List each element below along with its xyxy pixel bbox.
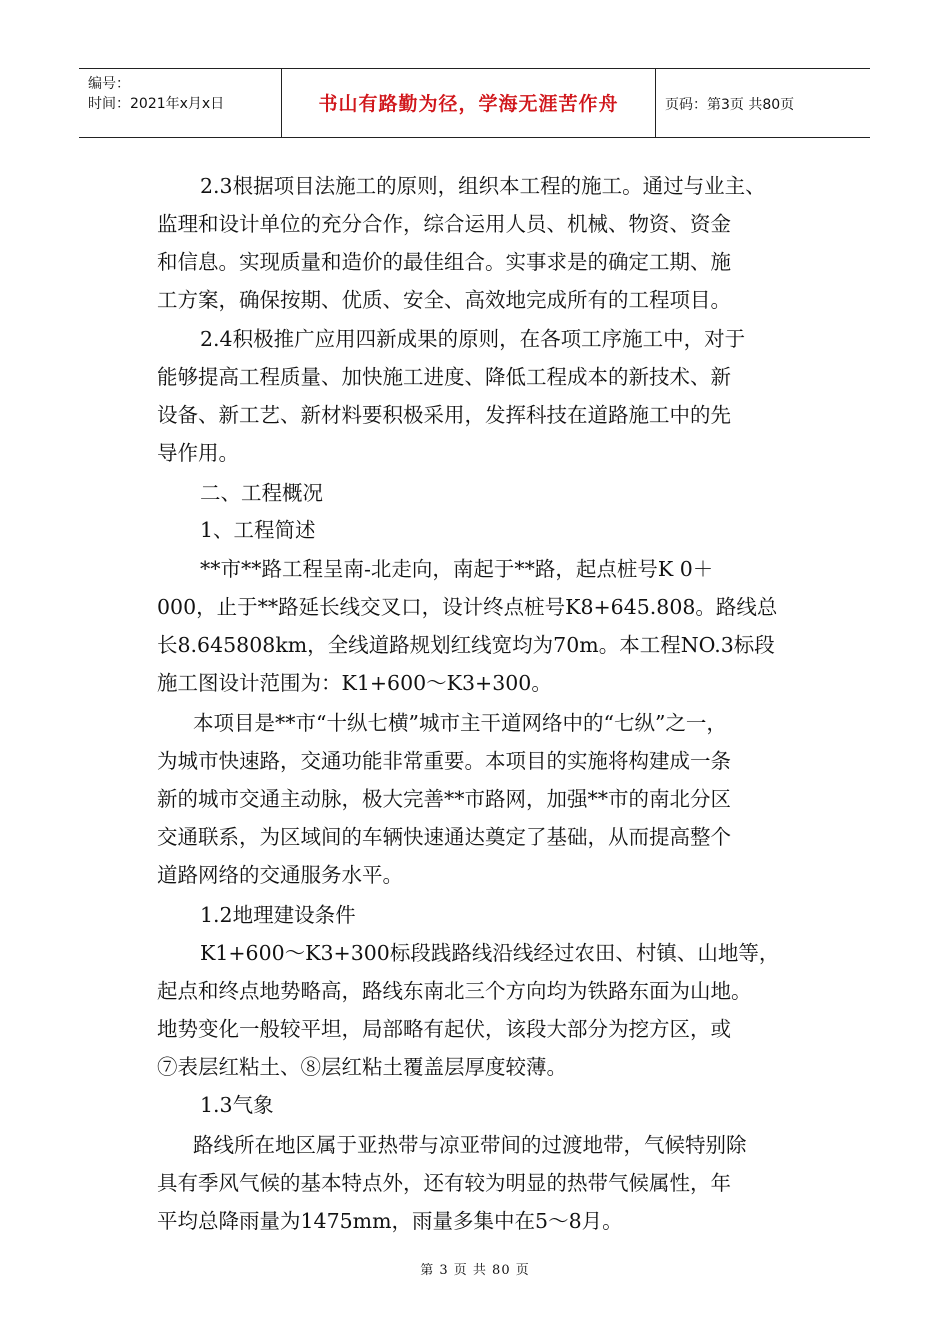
header-meta — [79, 69, 282, 137]
body-line: 平均总降雨量为1475mm，雨量多集中在5～8月。 — [157, 1209, 623, 1233]
body-line: 地势变化一般较平坦，局部略有起伏，该段大部分为挖方区，或 — [157, 1017, 731, 1041]
body-line: 交通联系，为区域间的车辆快速通达奠定了基础，从而提高整个 — [157, 825, 731, 849]
page-footer: 第 3 页 共 80 页 — [420, 1263, 530, 1278]
body-line: K1+600～K3+300标段践路线沿线经过农田、村镇、山地等， — [200, 941, 780, 965]
body-line: 导作用。 — [157, 441, 239, 465]
body-line: 本项目是**市“十纵七横”城市主干道网络中的“七纵”之一， — [193, 711, 727, 735]
body-line: 监理和设计单位的充分合作，综合运用人员、机械、物资、资金 — [157, 212, 731, 236]
body-line: 道路网络的交通服务水平。 — [157, 863, 403, 887]
body-line: 和信息。实现质量和造价的最佳组合。实事求是的确定工期、施 — [157, 250, 731, 274]
page-header — [79, 68, 870, 138]
section-heading: 二、工程概况 — [200, 481, 323, 505]
document-number-label: 编号： — [88, 76, 130, 92]
subsection-heading: 1.2地理建设条件 — [200, 903, 356, 927]
body-line: 具有季风气候的基本特点外，还有较为明显的热带气候属性，年 — [157, 1171, 731, 1195]
body-line: 2.3根据项目法施工的原则，组织本工程的施工。通过与业主、 — [200, 174, 766, 198]
body-line: 000，止于**路延长线交叉口，设计终点桩号K8+645.808。路线总 — [157, 595, 778, 619]
document-date: 时间：2021年x月x日 — [88, 96, 225, 112]
header-motto-cell — [282, 69, 656, 137]
body-line: 施工图设计范围为：K1+600～K3+300。 — [157, 671, 552, 695]
body-line: 工方案，确保按期、优质、安全、高效地完成所有的工程项目。 — [157, 288, 731, 312]
body-line: 新的城市交通主动脉，极大完善**市路网，加强**市的南北分区 — [157, 787, 731, 811]
body-line: 2.4积极推广应用四新成果的原则，在各项工序施工中，对于 — [200, 327, 746, 351]
header-motto: 书山有路勤为径，学海无涯苦作舟 — [318, 93, 619, 115]
subsection-heading: 1、工程简述 — [200, 518, 316, 542]
body-line: 为城市快速路，交通功能非常重要。本项目的实施将构建成一条 — [157, 749, 731, 773]
body-line: 起点和终点地势略高，路线东南北三个方向均为铁路东面为山地。 — [157, 979, 752, 1003]
body-line: 能够提高工程质量、加快施工进度、降低工程成本的新技术、新 — [157, 365, 731, 389]
body-line: 长8.645808km，全线道路规划红线宽均为70m。本工程NO.3标段 — [157, 633, 775, 657]
header-page-info: 页码：第3页 共80页 — [665, 97, 795, 113]
body-line: ⑦表层红粘土、⑧层红粘土覆盖层厚度较薄。 — [157, 1055, 567, 1079]
subsection-heading: 1.3气象 — [200, 1093, 274, 1117]
header-page-cell — [656, 69, 870, 137]
body-line: 设备、新工艺、新材料要积极采用，发挥科技在道路施工中的先 — [157, 403, 731, 427]
body-line: 路线所在地区属于亚热带与凉亚带间的过渡地带，气候特别除 — [193, 1133, 747, 1157]
body-line: **市**路工程呈南-北走向，南起于**路，起点桩号K 0＋ — [200, 557, 714, 581]
